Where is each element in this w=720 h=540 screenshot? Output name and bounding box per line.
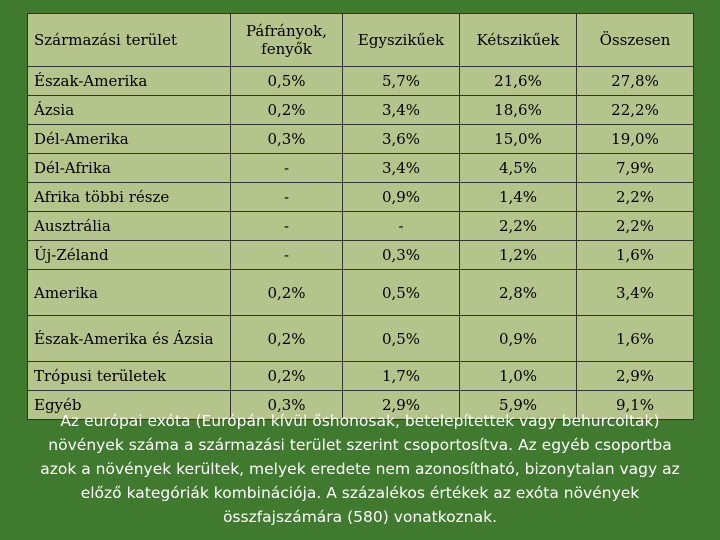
value-cell: 0,3% [231,391,343,420]
table-row [28,183,694,212]
value-cell: 7,9% [577,154,694,183]
origin-table [27,13,694,420]
header-dicots: Kétszikűek [460,14,577,67]
table-body [28,67,694,420]
value-cell: 5,9% [460,391,577,420]
header-total: Összesen [577,14,694,67]
value-cell: 3,4% [577,270,694,316]
header-origin: Származási terület [28,14,231,67]
value-cell: 2,9% [577,362,694,391]
origin-cell: Trópusi területek [28,362,231,391]
value-cell: 9,1% [577,391,694,420]
header-monocots: Egyszikűek [343,14,460,67]
value-cell: 22,2% [577,96,694,125]
value-cell: - [231,183,343,212]
table-row [28,241,694,270]
value-cell: 0,3% [343,241,460,270]
origin-cell: Észak-Amerika [28,67,231,96]
origin-cell: Ausztrália [28,212,231,241]
value-cell: 3,6% [343,125,460,154]
value-cell: 2,2% [577,212,694,241]
value-cell: 19,0% [577,125,694,154]
origin-cell: Egyéb [28,391,231,420]
value-cell: 2,8% [460,270,577,316]
origin-cell: Dél-Amerika [28,125,231,154]
value-cell: 1,6% [577,316,694,362]
value-cell: 0,5% [231,67,343,96]
value-cell: 0,9% [343,183,460,212]
value-cell: 0,5% [343,270,460,316]
value-cell: 1,4% [460,183,577,212]
table-row [28,212,694,241]
table-row [28,154,694,183]
header-row [28,14,694,67]
table-row [28,96,694,125]
value-cell: 3,4% [343,96,460,125]
value-cell: - [231,212,343,241]
value-cell: - [231,241,343,270]
origin-cell: Afrika többi része [28,183,231,212]
value-cell: 21,6% [460,67,577,96]
value-cell: 5,7% [343,67,460,96]
value-cell: - [231,154,343,183]
table-row [28,125,694,154]
value-cell: 2,2% [460,212,577,241]
value-cell: 1,0% [460,362,577,391]
value-cell: 0,5% [343,316,460,362]
value-cell: - [343,212,460,241]
value-cell: 1,6% [577,241,694,270]
value-cell: 1,7% [343,362,460,391]
origin-cell: Dél-Afrika [28,154,231,183]
table-row [28,362,694,391]
origin-cell: Ázsia [28,96,231,125]
table-row [28,270,694,316]
value-cell: 15,0% [460,125,577,154]
value-cell: 0,9% [460,316,577,362]
table-row [28,67,694,96]
origin-cell: Új-Zéland [28,241,231,270]
value-cell: 0,2% [231,96,343,125]
caption-text: Az európai exóta (Európán kívül őshonosak, betelepítettek vagy behurcoltak) növények száma a származási terület szerint csoportosítva. Az egyéb csoportba azok a növények kerültek, melyek eredete nem azonosítható, bizonytalan vagy az előző kategóriák kombinációja. A százalékos értékek az exóta növények összfajszámára (580) vonatkoznak. [40,412,680,526]
value-cell: 3,4% [343,154,460,183]
origin-cell: Észak-Amerika és Ázsia [28,316,231,362]
value-cell: 0,2% [231,270,343,316]
value-cell: 0,2% [231,362,343,391]
value-cell: 18,6% [460,96,577,125]
value-cell: 0,2% [231,316,343,362]
value-cell: 27,8% [577,67,694,96]
value-cell: 2,9% [343,391,460,420]
origin-cell: Amerika [28,270,231,316]
value-cell: 1,2% [460,241,577,270]
value-cell: 2,2% [577,183,694,212]
table-row [28,316,694,362]
value-cell: 0,3% [231,125,343,154]
header-ferns-conifers: Páfrányok, fenyők [231,14,343,67]
value-cell: 4,5% [460,154,577,183]
